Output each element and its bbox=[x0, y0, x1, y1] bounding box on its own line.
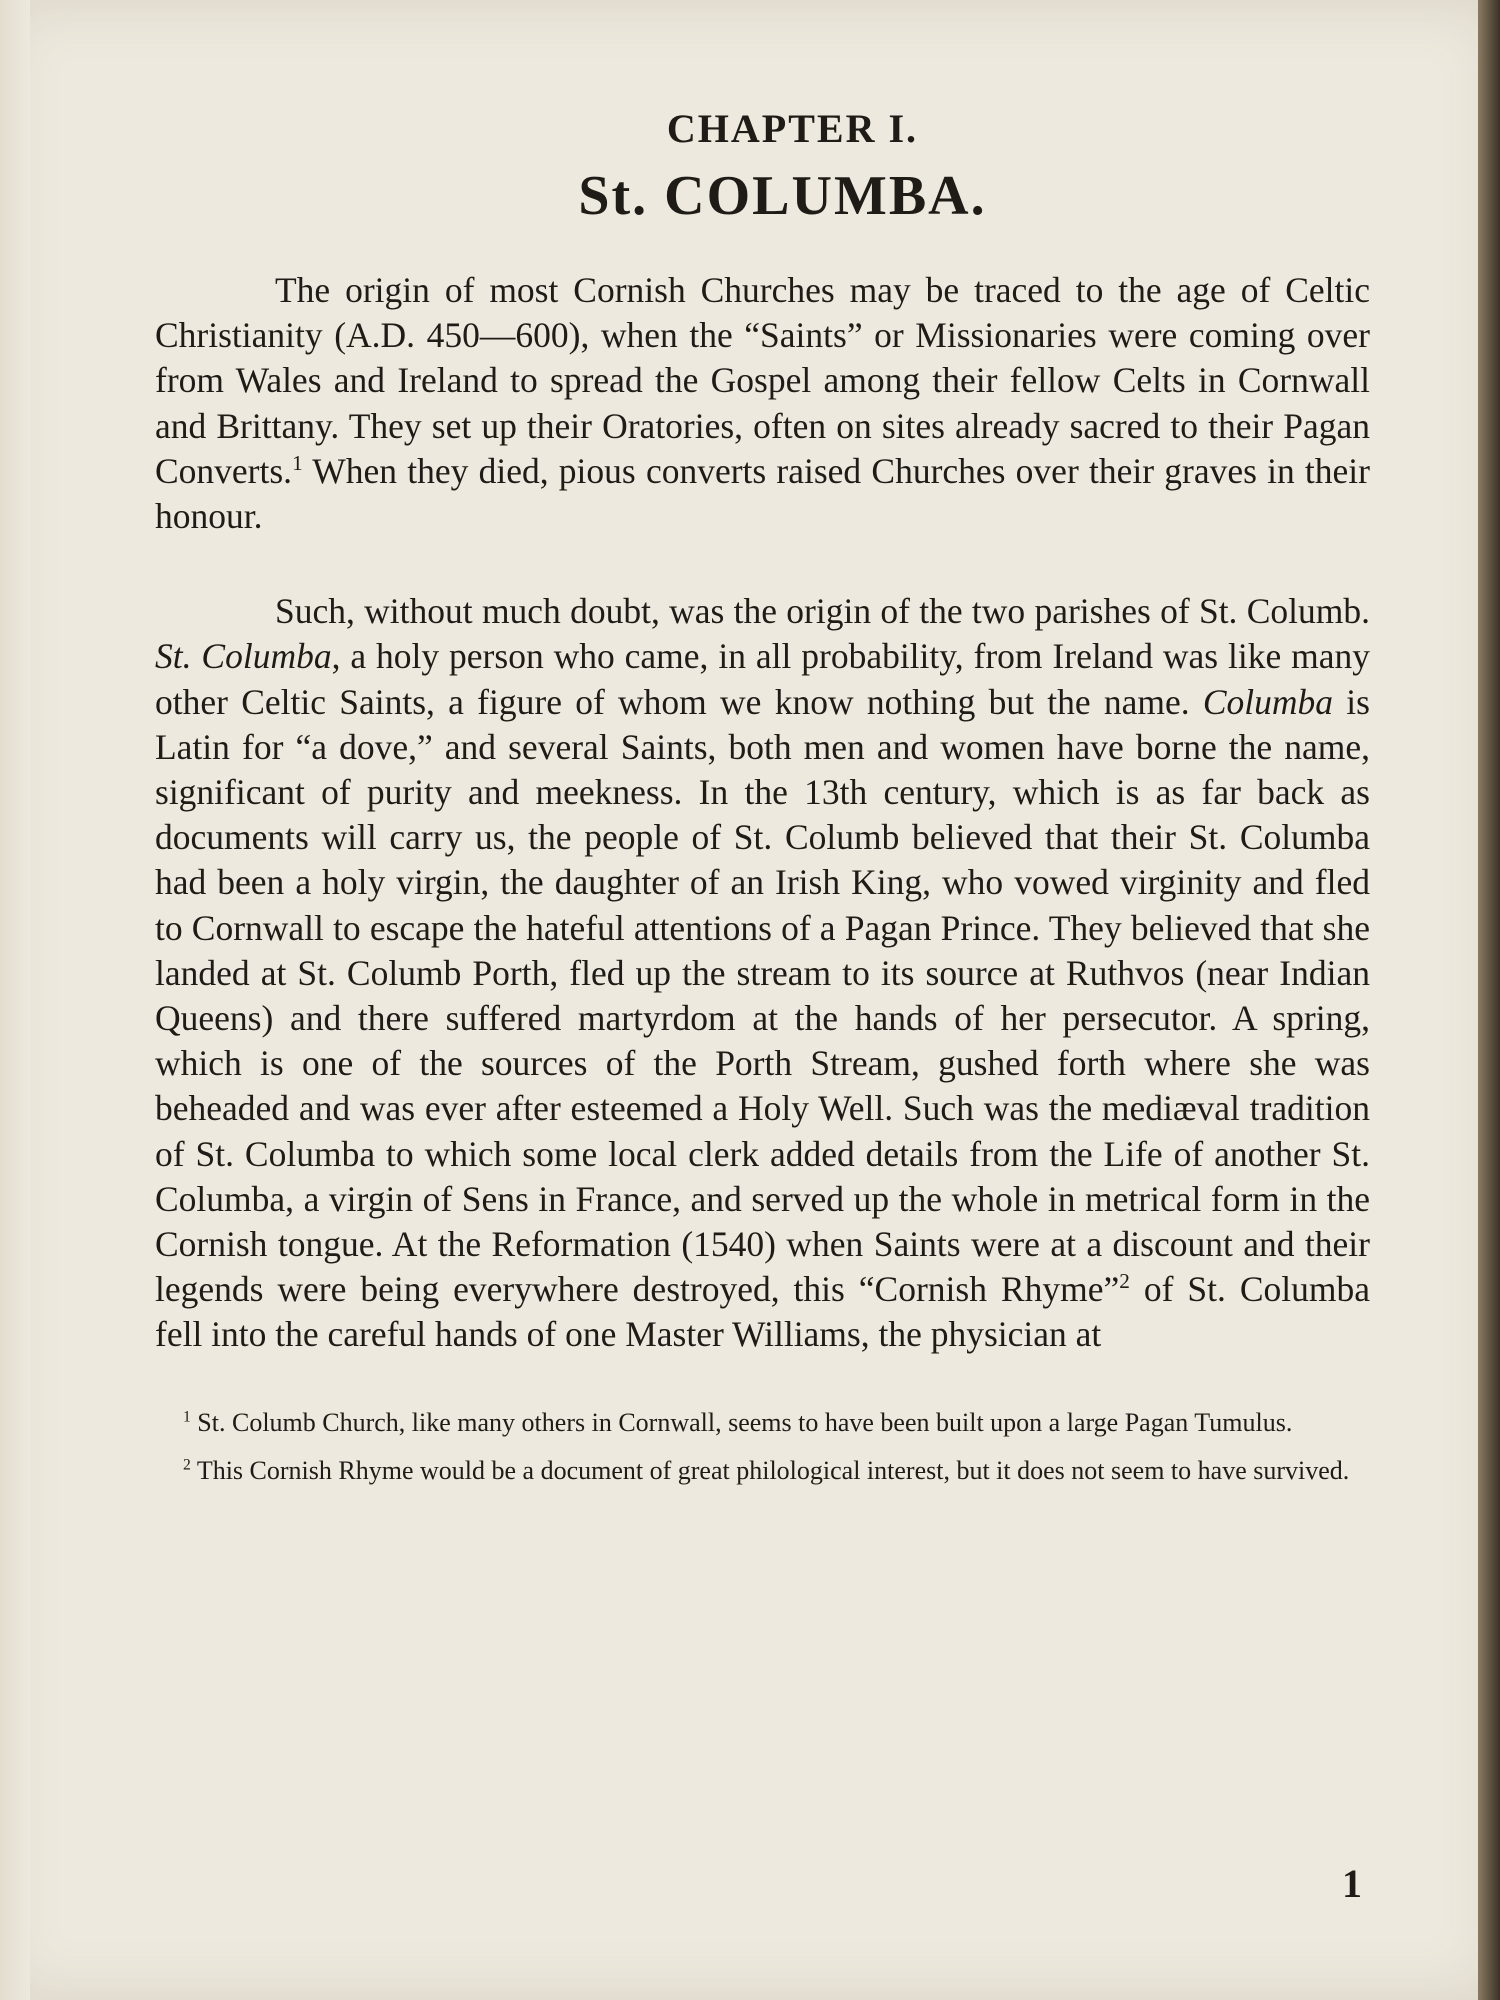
paragraph-2-text-a: Such, without much doubt, was the origin of the two parishes of St. Columb. bbox=[275, 591, 1370, 632]
footnotes bbox=[155, 1408, 1370, 1486]
paragraph-1-text: The origin of most Cornish Churches may be traced to the age of Celtic Christianity (A.D. 450—600), when the “Saints” or Missionaries were coming over from Wales and Ireland to spread the Gospel among their fellow Celts in Cornwall and Brittany. They set up their Oratories, often on sites already sacred to their Pagan Converts. bbox=[155, 270, 1370, 491]
paragraph-2-text-c: is Latin for “a dove,” and several Saints, both men and women have borne the name, significant of purity and meekness. In the 13th century, which is as far back as documents will carry us, the people of St. Columb believed that their St. Columba had been a holy virgin, the daughter of an Irish King, who vowed virginity and fled to Cornwall to escape the hateful attentions of a Pagan Prince. They believed that she landed at St. Columb Porth, fled up the stream to its source at Ruthvos (near Indian Queens) and there suffered martyrdom at the hands of her persecutor. A spring, which is one of the sources of the Porth Stream, gushed forth where she was beheaded and was ever after esteemed a Holy Well. Such was the mediæval tradition of St. Columba to which some local clerk added details from the Life of another St. Columba, a virgin of Sens in France, and served up the whole in metrical form in the Cornish tongue. At the Reformation (1540) when Saints were at a discount and their legends were being everywhere destroyed, this “Cornish Rhyme” bbox=[155, 681, 1370, 1310]
chapter-title: St. COLUMBA. bbox=[578, 165, 987, 227]
page-edge-shadow bbox=[1478, 0, 1500, 2000]
paragraph-1-end: When they died, pious converts raised Churches over their graves in their honour. bbox=[155, 450, 1370, 537]
page-number: 1 bbox=[1342, 1861, 1362, 1906]
footnote-1 bbox=[155, 1408, 1370, 1438]
footnote-2 bbox=[155, 1456, 1370, 1486]
footnote-text: St. Columb Church, like many others in Cornwall, seems to have been built upon a large Pagan Tumulus. bbox=[190, 1407, 1293, 1437]
paragraph-2-text-b: , a holy person who came, in all probability, from Ireland was like many other Celtic Saints, a figure of whom we know nothing but the name. bbox=[155, 636, 1370, 722]
page-gutter-shadow bbox=[0, 0, 30, 2000]
page-content bbox=[155, 105, 1370, 1504]
italic-st-columba: St. Columba bbox=[155, 636, 332, 677]
italic-columba: Columba bbox=[1202, 681, 1334, 722]
footnote-ref-2: 2 bbox=[1119, 1269, 1130, 1294]
footnote-mark: 2 bbox=[183, 1456, 191, 1474]
paragraph-1 bbox=[155, 268, 1370, 539]
chapter-heading: CHAPTER I. bbox=[666, 106, 919, 151]
paragraph-2 bbox=[155, 589, 1370, 1357]
footnote-ref-1: 1 bbox=[292, 450, 303, 475]
paragraph-2-text-d: of St. Columba fell into the careful hands of one Master Williams, the physician at bbox=[155, 1269, 1371, 1355]
footnote-mark: 1 bbox=[183, 1408, 191, 1426]
footnote-text: This Cornish Rhyme would be a document of great philological interest, but it does not seem to have survived. bbox=[190, 1455, 1350, 1485]
